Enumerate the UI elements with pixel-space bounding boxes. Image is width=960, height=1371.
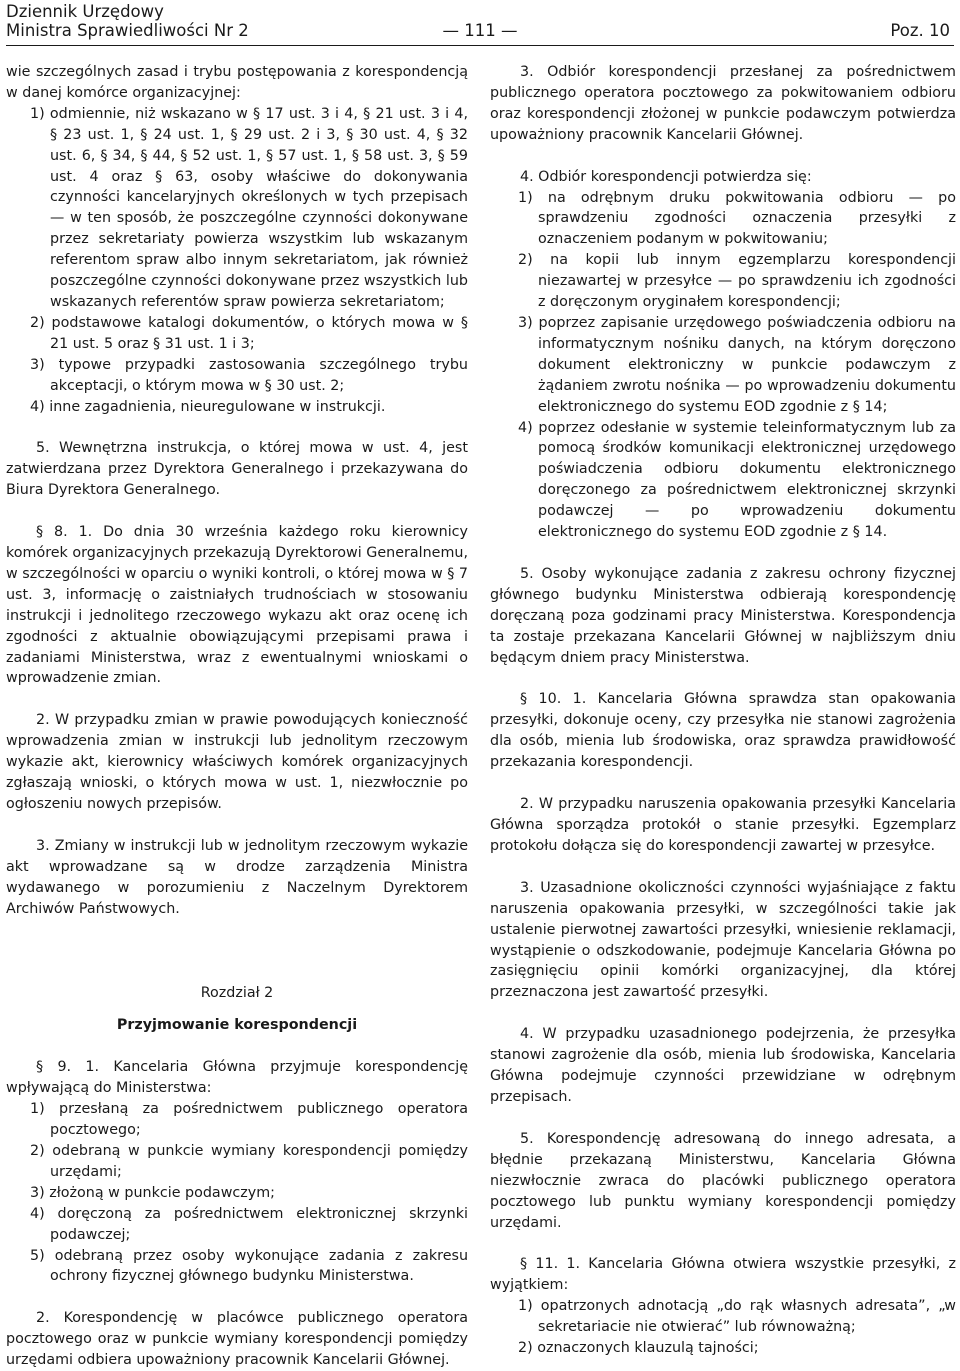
journal-title: Dziennik Urzędowy <box>6 2 164 21</box>
issuer-name: Ministra Sprawiedliwości Nr 2 <box>6 21 249 40</box>
spacer <box>6 941 468 962</box>
paragraph: § 8. 1. Do dnia 30 września każdego roku kierownicy komórek organizacyjnych przekazują Dyrektorowi Generalnemu, w szczególności w oparciu o wyniki kontroli, o której mowa w § 7 ust. 3, informację o zaistniałych trudnościach w stosowaniu instrukcji i jednolitego rzeczowego wykazu akt oraz ocenę ich zgodności z aktualnie obowiązującymi przepisami prawa i zadaniami Ministerstwa, wraz z ewentualnymi wnioskami o wprowadzenie zmian. <box>6 524 468 687</box>
spacer <box>6 501 468 522</box>
paragraph: 4. W przypadku uzasadnionego podejrzenia, że przesyłka stanowi zagrożenie dla osób, mienia lub środowiska, Kancelaria Główna podejmuje czynności przewidziane w odrębnym przepisach. <box>490 1026 956 1105</box>
paragraph: 2. Korespondencję w placówce publicznego operatora pocztowego oraz w punkcie wymiany korespondencji pomiędzy urzędami odbiera upoważniony pracownik Kancelarii Głównej. <box>6 1310 468 1369</box>
spacer <box>490 1003 956 1024</box>
list-item: 1) na odrębnym druku pokwitowania odbioru — po sprawdzeniu zgodności oznaczenia przesyłki z oznaczeniem podanym w pokwitowaniu; <box>518 189 956 248</box>
spacer <box>490 146 956 167</box>
list-item: 4) inne zagadnienia, nieuregulowane w instrukcji. <box>30 398 386 415</box>
list-item: 2) na kopii lub innym egzemplarzu korespondencji niezawartej w przesyłce — po sprawdzeniu ich zgodności z doręczonym oryginałem korespondencji; <box>518 252 956 311</box>
paragraph: 3. Uzasadnione okoliczności czynności wyjaśniające z faktu naruszenia opakowania przesyłki, w szczególności takie jak ustalenie pierwotnej zawartości przesyłki, wniesienie reklamacji, wystąpienie o odszkodowanie, podejmuje Kancelaria Główna po zasięgnięciu opinii komórki organizacyjnej, dla której przeznaczona jest zawartość przesyłki. <box>490 879 956 1001</box>
list-item: 4) poprzez odesłanie w systemie teleinformatycznym lub za pomocą środków komunikacji elektronicznej urzędowego poświadczenia odbioru dokumentu elektronicznego doręczonego za pośrednictwem elektronicznej skrzynki podawczej — po wprowadzeniu dokumentu elektronicznego do systemu EOD zgodnie z § 14. <box>518 419 956 541</box>
spacer <box>490 668 956 689</box>
page-number: — 111 — <box>442 21 518 40</box>
paragraph: § 10. 1. Kancelaria Główna sprawdza stan opakowania przesyłki, dokonuje oceny, czy przesyłka nie stanowi zagrożenia dla osób, mienia lub środowiska, oraz sprawdza prawidłowość przekazania korespondencji. <box>490 691 956 771</box>
paragraph: 4. Odbiór korespondencji potwierdza się: <box>520 168 812 185</box>
list-item: 4) doręczoną za pośrednictwem elektronicznej skrzynki podawczej; <box>30 1205 468 1243</box>
spacer <box>490 857 956 878</box>
list-item: 1) odmiennie, niż wskazano w § 17 ust. 3 i 4, § 21 ust. 3 i 4, § 23 ust. 1, § 24 ust. 1, § 29 ust. 2 i 3, § 30 ust. 4, § 32 ust. 6, § 34, § 44, § 52 ust. 1, § 57 ust. 1, § 58 ust. 3, § 59 ust. 4 oraz § 63, osoby właściwe do dokonywania czynności kancelaryjnych określonych w tych przepisach — w ten sposób, że poszczególne czynności dokonywane przez sekretariaty powierza wszystkim lub wskazanym referentom spraw albo innym sekretariatom, jak również poszczególne czynności dokonywane przez wszystkich lub wskazanych referentów spraw powierza sekretariatom; <box>30 105 468 310</box>
spacer <box>6 1287 468 1308</box>
paragraph: 2. W przypadku zmian w prawie powodujących konieczność wprowadzenia zmian w instrukcji lub jednolitym rzeczowym wykazie akt, kierownicy właściwych komórek organizacyjnych zgłaszają wnioski, o których mowa w ust. 1, niezwłocznie po ogłoszeniu nowych przepisów. <box>6 712 468 812</box>
paragraph: § 9. 1. Kancelaria Główna przyjmuje korespondencję wpływającą do Ministerstwa: <box>6 1059 468 1097</box>
list-item: 2) odebraną w punkcie wymiany korespondencji pomiędzy urzędami; <box>30 1142 468 1180</box>
spacer <box>490 1108 956 1129</box>
spacer <box>6 689 468 710</box>
list-item: 3) poprzez zapisanie urzędowego poświadczenia odbioru na informatycznym nośniku danych, na którym doręczono dokument elektroniczny w punkcie podawczym z żądaniem zwrotu nośnika — po wprowadzeniu dokumentu elektronicznego do systemu EOD zgodnie z § 14; <box>518 314 956 415</box>
left-column <box>6 62 468 1371</box>
spacer <box>6 417 468 438</box>
list-item: 2) podstawowe katalogi dokumentów, o których mowa w § 21 ust. 5 oraz § 31 ust. 1 i 3; <box>30 314 468 352</box>
paragraph: 5. Korespondencję adresowaną do innego adresata, a błędnie przekazaną Ministerstwu, Kancelaria Główna niezwłocznie zwraca do placówki publicznego operatora pocztowego lub punktu wymiany korespondencji pomiędzy urzędami. <box>490 1130 956 1231</box>
list-item: 5) odebraną przez osoby wykonujące zadania z zakresu ochrony fizycznej głównego budynku Ministerstwa. <box>30 1247 468 1285</box>
paragraph: wie szczególnych zasad i trybu postępowania z korespondencją w danej komórce organizacyjnej: <box>6 64 468 101</box>
chapter-number: Rozdział 2 <box>200 984 274 1001</box>
paragraph: 5. Wewnętrzna instrukcja, o której mowa w ust. 4, jest zatwierdzana przez Dyrektora Generalnego i przekazywana do Biura Dyrektora Generalnego. <box>6 440 468 499</box>
paragraph: § 11. 1. Kancelaria Główna otwiera wszystkie przesyłki, z wyjątkiem: <box>490 1256 956 1294</box>
spacer <box>6 815 468 836</box>
spacer <box>490 1233 956 1254</box>
paragraph: 3. Odbiór korespondencji przesłanej za pośrednictwem publicznego operatora pocztowego za pokwitowaniem odbioru oraz korespondencji złożonej w punkcie podawczym potwierdza upoważniony pracownik Kancelarii Głównej. <box>490 64 956 143</box>
position-number: Poz. 10 <box>890 21 950 40</box>
list-item: 3) typowe przypadki zastosowania szczególnego trybu akceptacji, o którym mowa w § 30 ust. 2; <box>30 356 468 394</box>
list-item: 2) oznaczonych klauzulą tajności; <box>518 1340 759 1357</box>
paragraph: 3. Zmiany w instrukcji lub w jednolitym rzeczowym wykazie akt wprowadzane są w drodze zarządzenia Ministra wydawanego w porozumieniu z Naczelnym Dyrektorem Archiwów Państwowych. <box>6 837 468 917</box>
right-column <box>490 62 956 1359</box>
page-header <box>6 0 954 42</box>
paragraph: 5. Osoby wykonujące zadania z zakresu ochrony fizycznej głównego budynku Ministerstwa odbierają korespondencję doręczaną poza godzinami pracy Ministerstwa. Korespondencja ta zostaje przekazana Kancelarii Głównej w najbliższym dniu będącym dniem pracy Ministerstwa. <box>490 565 956 666</box>
spacer <box>490 543 956 564</box>
list-item: 3) złożoną w punkcie podawczym; <box>30 1184 275 1201</box>
spacer <box>6 1003 468 1015</box>
spacer <box>490 773 956 794</box>
list-item: 1) opatrzonych adnotacją „do rąk własnych adresata”, „w sekretariacie nie otwierać” lub równoważną; <box>518 1298 956 1336</box>
spacer <box>6 962 468 983</box>
list-item: 1) przesłaną za pośrednictwem publicznego operatora pocztowego; <box>30 1101 468 1139</box>
spacer <box>6 1036 468 1057</box>
header-divider <box>6 45 954 46</box>
chapter-heading: Przyjmowanie korespondencji <box>116 1017 358 1034</box>
paragraph: 2. W przypadku naruszenia opakowania przesyłki Kancelaria Główna sporządza protokół o stanie przesyłki. Egzemplarz protokołu dołącza się do korespondencji zawartej w przesyłce. <box>490 796 956 854</box>
spacer <box>6 920 468 941</box>
